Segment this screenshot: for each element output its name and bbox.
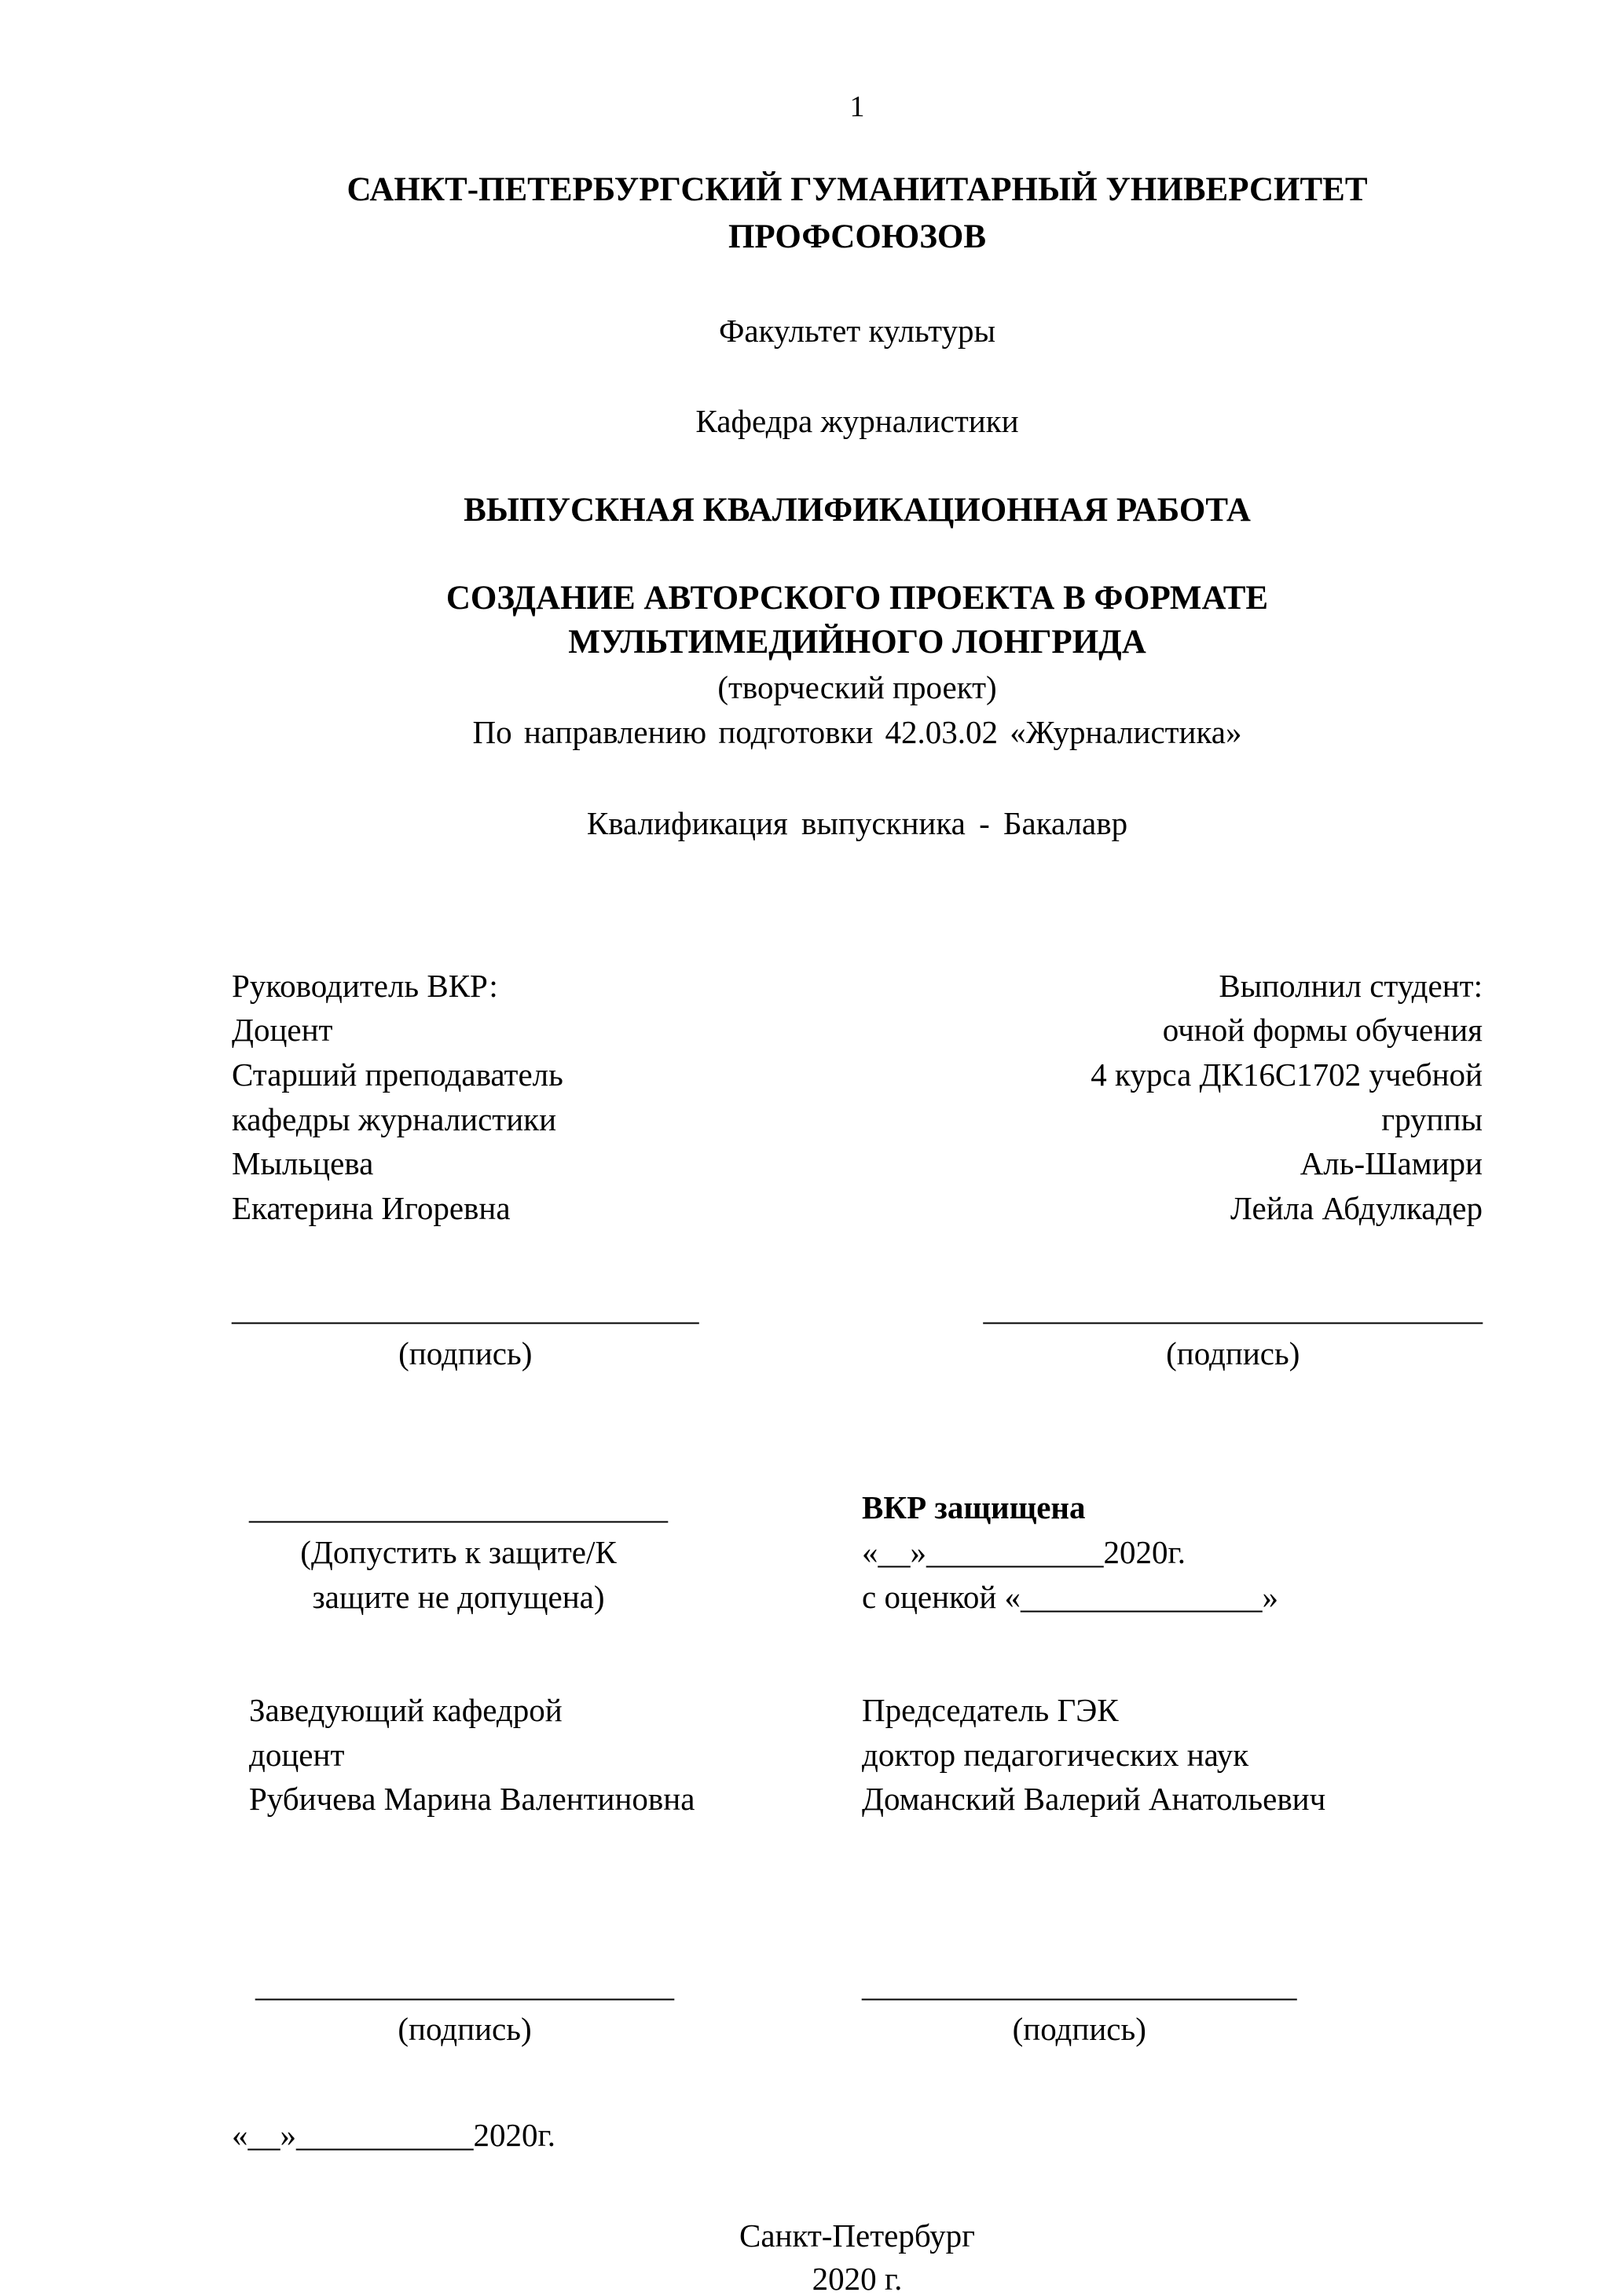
head-date-row <box>232 2113 1483 2158</box>
chair-signature <box>862 1963 1483 2052</box>
head-of-department-block <box>249 1688 862 1822</box>
supervisor-signature <box>232 1287 862 1375</box>
work-subtitle: (творческий проект) <box>717 669 997 706</box>
student-line: Аль-Шамири <box>1300 1145 1483 1182</box>
defense-title: ВКР защищена <box>862 1489 1086 1526</box>
admission-defense-block <box>232 1485 1483 1619</box>
signature-caption: (подпись) <box>398 1335 533 1371</box>
footer-city: Санкт-Петербург <box>739 2217 975 2254</box>
chair-signature-block <box>862 1963 1297 2052</box>
supervisor-line: Старший преподаватель <box>232 1056 563 1093</box>
signature-row-1 <box>232 1287 1483 1375</box>
faculty-name: Факультет культуры <box>718 313 996 350</box>
people-block <box>232 964 1483 1230</box>
head-line: Рубичева Марина Валентиновна <box>249 1781 695 1818</box>
defense-grade-line: с оценкой «_______________» <box>862 1578 1279 1615</box>
work-title-line-2: МУЛЬТИМЕДИЙНОГО ЛОНГРИДА <box>568 624 1146 661</box>
head-line: доцент <box>249 1736 345 1773</box>
admission-caption-line: (Допустить к защите/К <box>300 1534 617 1571</box>
student-line: группы <box>1381 1100 1483 1137</box>
signature-row-2 <box>232 1963 1483 2052</box>
page-number: 1 <box>849 90 865 123</box>
supervisor-block <box>232 964 862 1230</box>
department-name: Кафедра журналистики <box>695 402 1019 439</box>
footer-year: 2020 г. <box>812 2260 903 2296</box>
officials-block <box>232 1688 1483 1822</box>
supervisor-line: Руководитель ВКР: <box>232 967 498 1004</box>
head-date-line: «__»___________2020г. <box>232 2117 555 2154</box>
head-signature-block <box>255 1963 674 2052</box>
work-title <box>232 577 1483 666</box>
signature-line: __________________________ <box>255 1966 674 2003</box>
admission-blank-line: __________________________ <box>249 1489 668 1526</box>
signature-line: _____________________________ <box>232 1291 699 1327</box>
student-signature-block <box>984 1287 1483 1375</box>
work-title-line-1: СОЗДАНИЕ АВТОРСКОГО ПРОЕКТА В ФОРМАТЕ <box>445 579 1269 617</box>
committee-chair-block <box>862 1688 1483 1822</box>
student-signature <box>862 1287 1483 1375</box>
defense-date-line: «__»___________2020г. <box>862 1534 1186 1571</box>
signature-line: _______________________________ <box>983 1291 1483 1327</box>
head-line: Заведующий кафедрой <box>249 1692 563 1729</box>
student-block <box>862 964 1483 1230</box>
supervisor-line: Доцент <box>232 1012 333 1049</box>
qualification-line: Квалификация выпускника - Бакалавр <box>586 805 1128 842</box>
admission-block-cell <box>232 1485 862 1619</box>
student-line: Выполнил студент: <box>1219 967 1483 1004</box>
student-line: 4 курса ДК16С1702 учебной <box>1091 1056 1483 1093</box>
supervisor-line: кафедры журналистики <box>232 1100 557 1137</box>
footer <box>232 2214 1483 2296</box>
student-line: Лейла Абдулкадер <box>1230 1189 1483 1226</box>
chair-line: Доманский Валерий Анатольевич <box>862 1781 1326 1818</box>
chair-line: Председатель ГЭК <box>862 1692 1119 1729</box>
signature-line: ___________________________ <box>862 1966 1297 2003</box>
chair-line: доктор педагогических наук <box>862 1736 1249 1773</box>
signature-caption: (подпись) <box>398 2011 532 2048</box>
supervisor-line: Мыльцева <box>232 1145 374 1182</box>
head-signature <box>232 1963 862 2052</box>
signature-caption: (подпись) <box>1012 2011 1146 2048</box>
admission-block <box>249 1485 668 1619</box>
university-name: САНКТ-ПЕТЕРБУРГСКИЙ ГУМАНИТАРНЫЙ УНИВЕРСИТЕТ ПРОФСОЮЗОВ <box>346 171 1368 255</box>
admission-caption-line: защите не допущена) <box>312 1578 605 1615</box>
work-type-heading: ВЫПУСКНАЯ КВАЛИФИКАЦИОННАЯ РАБОТА <box>464 492 1251 529</box>
signature-caption: (подпись) <box>1166 1335 1300 1371</box>
defense-block <box>862 1485 1483 1619</box>
program-line: По направлению подготовки 42.03.02 «Журналистика» <box>472 713 1242 750</box>
student-line: очной формы обучения <box>1162 1012 1483 1049</box>
supervisor-signature-block <box>232 1287 699 1375</box>
supervisor-line: Екатерина Игоревна <box>232 1189 511 1226</box>
